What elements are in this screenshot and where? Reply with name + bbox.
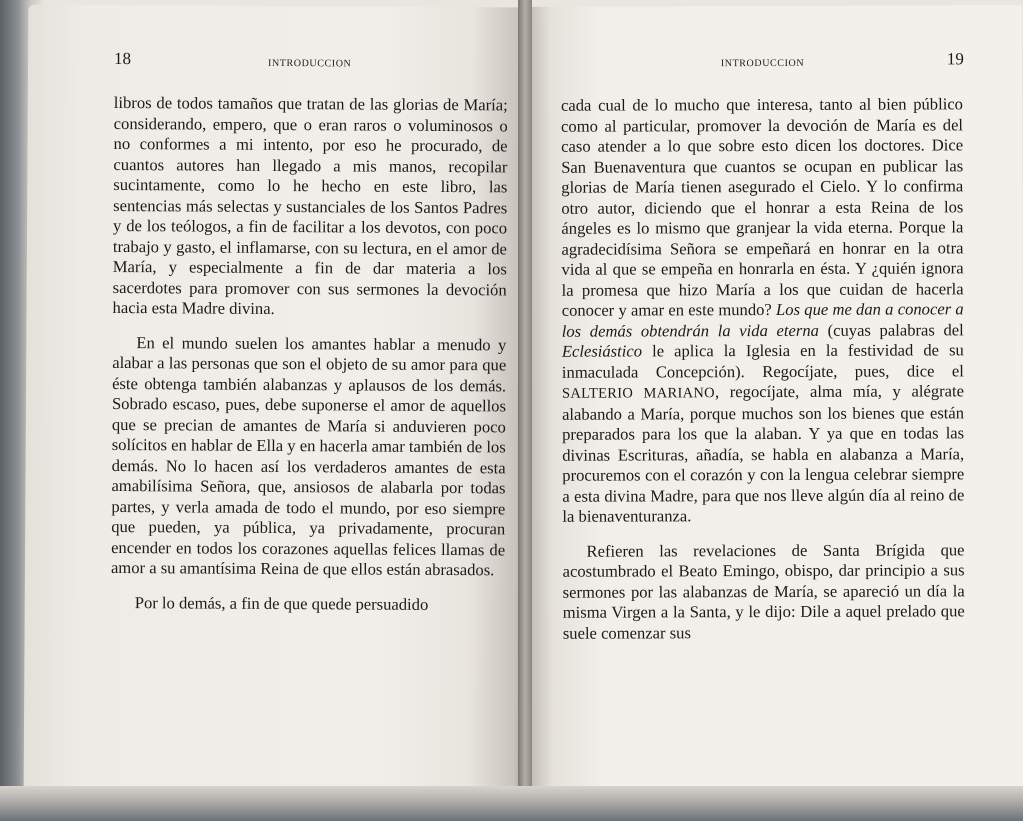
left-page	[24, 4, 534, 797]
right-paragraph-1	[561, 94, 965, 527]
right-p1-text-a: cada cual de lo mucho que interesa, tanto al bien público como al particular, promover la devoción de María es del caso atender a lo que sobre esto dicen los doctores. Dice San Buenaventura que cuantos se ocupan en publicar las glorias de María tienen asegurado el Cielo. Y lo confirma otro autor, diciendo que el honrar a esta Reina de los ángeles es lo mismo que granjear la vida eterna. Porque la agradecidísima Señora se empeñará en honrar en la otra vida al que se empeña en honrarla en ésta. Y ¿quién ignora la promesa que hizo María a los que cuidan de hacerla conocer y amar en este mundo?	[560, 94, 964, 320]
right-p1-text-c: le aplica la Iglesia en la festividad de su inmaculada Concepción). Regocíjate, pues, dice el	[561, 340, 964, 382]
left-paragraph-3: Por lo demás, a fin de que quede persuadido	[134, 592, 429, 614]
left-page-number: 18	[114, 48, 132, 69]
right-page-header	[521, 49, 1022, 81]
right-paragraph-2: Refieren las revelaciones de Santa Brígida que acostumbrado el Beato Emingo, obispo, dar principio a sus sermones por las alabanzas de María, se apareció un día la misma Virgen a la Santa, y le dijo: Dile a aquel prelado que suele comenzar sus	[562, 539, 965, 643]
right-p1-text-b: (cuyas palabras del	[827, 319, 964, 340]
left-page-header	[28, 48, 533, 81]
book-spine	[518, 0, 532, 821]
right-p1-quote: Los que me dan a conocer a los demás obtendrán la vida eterna	[561, 299, 964, 341]
right-p1-book-title: Eclesiástico	[561, 341, 643, 361]
scan-bottom-edge	[0, 786, 1023, 821]
left-paragraph-1: libros de todos tamaños que tratan de las glorias de María; considerando, empero, que o eran raros o voluminosos o no conformes a mi intento, por eso he procurado, de cuantos autores han llegado a mis manos, recopilar sucintamente, como lo he hecho en este libro, las sentencias más selectas y sustanciales de los Santos Padres y de los teólogos, a fin de facilitar a los devotos, con poco trabajo y gasto, el inflamarse, con su lectura, en el amor de María, y especialmente a fin de dar materia a los sacerdotes para promover con sus sermones la devoción hacia esta Madre divina.	[112, 92, 508, 318]
right-p1-text-d: , regocíjate, alma mía, y alégrate alabando a María, porque muchos son los bienes que están preparados para los que la alaban. Y ya que en todas las divinas Escrituras, añadía, se habla en alabanza a María, procuremos con el corazón y con la lengua celebrar siempre a esta divina Madre, para que nos lleve algún día al reino de la bienaventuranza.	[562, 381, 965, 526]
right-page	[521, 5, 1023, 797]
left-paragraph-2: En el mundo suelen los amantes hablar a menudo y alabar a las personas que son el objeto de su amor para que éste obtenga también alabanzas y aplausos de los demás. Sobrado escaso, pues, debe suponerse el amor de aquellos que se precian de amantes de María si anduvieren poco solícitos en hablar de Ella y en hacerla amar también de los demás. No lo hacen así los verdaderos amantes de esta amabilísima Señora, que, ansiosos de alabarla por todas partes, y verla amada de todo el mundo, por eso siempre que pueden, ya pública, ya privadamente, procuran encender en todos los corazones aquellas felices llamas de amor a su amantísima Reina de que ellos están abrasados.	[110, 332, 507, 580]
left-running-head: INTRODUCCION	[268, 57, 352, 70]
left-page-body	[111, 93, 508, 615]
right-p1-work-title: SALTERIO MARIANO	[561, 385, 715, 402]
right-page-number: 19	[946, 49, 964, 69]
right-running-head: INTRODUCCION	[720, 57, 805, 70]
right-page-body	[561, 94, 965, 643]
